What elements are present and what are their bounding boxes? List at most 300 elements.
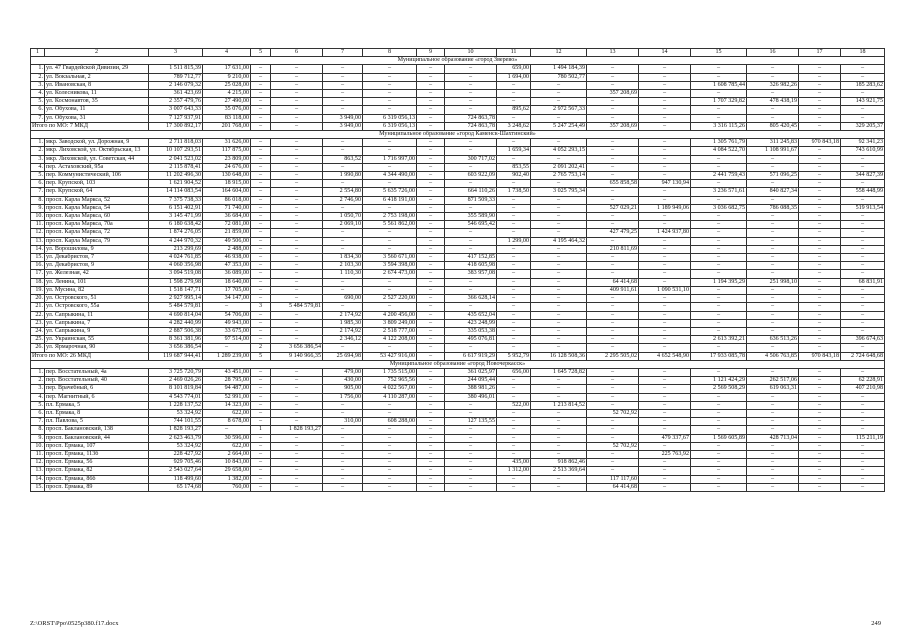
table-cell: 8 678,00 bbox=[203, 418, 251, 426]
table-cell: 1 518 147,71 bbox=[149, 286, 203, 294]
table-cell: 97 514,00 bbox=[203, 336, 251, 344]
table-cell: – bbox=[251, 450, 271, 458]
table-cell: – bbox=[323, 98, 363, 106]
table-cell: – bbox=[251, 434, 271, 442]
table-cell: – bbox=[251, 442, 271, 450]
table-cell: – bbox=[417, 180, 445, 188]
table-cell: – bbox=[639, 409, 691, 417]
table-cell: 31 626,00 bbox=[203, 139, 251, 147]
table-cell: – bbox=[271, 114, 323, 122]
table-cell: – bbox=[323, 278, 363, 286]
table-cell: 427 479,25 bbox=[587, 229, 639, 237]
table-cell: – bbox=[691, 483, 747, 491]
table-cell: – bbox=[799, 434, 841, 442]
table-cell: ул. Сапрыкина, 9 bbox=[45, 327, 149, 335]
table-cell: – bbox=[639, 295, 691, 303]
table-cell: 10 bbox=[445, 49, 497, 57]
table-cell: – bbox=[587, 139, 639, 147]
table-cell: – bbox=[747, 65, 799, 73]
table-cell: – bbox=[251, 368, 271, 376]
table-cell: 546 695,42 bbox=[445, 221, 497, 229]
document-page bbox=[30, 48, 883, 492]
table-cell: 1 494 184,39 bbox=[531, 65, 587, 73]
table-cell: 478 438,19 bbox=[747, 98, 799, 106]
table-row bbox=[31, 147, 885, 155]
table-cell: просп. Баклановский, 138 bbox=[45, 426, 149, 434]
table-cell: – bbox=[841, 286, 885, 294]
table-cell: – bbox=[323, 147, 363, 155]
table-cell: – bbox=[747, 254, 799, 262]
table-cell: 11. bbox=[31, 221, 45, 229]
table-cell: – bbox=[497, 319, 531, 327]
table-cell: – bbox=[841, 213, 885, 221]
table-cell: – bbox=[799, 377, 841, 385]
table-row bbox=[31, 254, 885, 262]
table-cell: – bbox=[587, 426, 639, 434]
table-cell: – bbox=[417, 368, 445, 376]
table-cell: 1 228 137,52 bbox=[149, 401, 203, 409]
table-cell: 300 717,02 bbox=[445, 155, 497, 163]
table-cell: – bbox=[417, 147, 445, 155]
table-cell: 361 025,97 bbox=[445, 368, 497, 376]
table-cell: – bbox=[323, 139, 363, 147]
table-cell: 2 091 202,41 bbox=[531, 163, 587, 171]
table-cell: – bbox=[251, 188, 271, 196]
table-cell: – bbox=[639, 270, 691, 278]
table-cell: 17. bbox=[31, 270, 45, 278]
table-cell: 2 115 878,41 bbox=[149, 163, 203, 171]
table-cell: 4 084 522,70 bbox=[691, 147, 747, 155]
table-cell: – bbox=[251, 139, 271, 147]
table-cell: 10. bbox=[31, 442, 45, 450]
table-cell: – bbox=[587, 98, 639, 106]
table-cell: 361 423,69 bbox=[149, 90, 203, 98]
table-cell: 1 108 991,67 bbox=[747, 147, 799, 155]
table-cell: ул. Островского, 51 bbox=[45, 295, 149, 303]
table-cell: – bbox=[639, 90, 691, 98]
table-cell: – bbox=[799, 450, 841, 458]
table-cell: 366 628,14 bbox=[445, 295, 497, 303]
table-cell: 19. bbox=[31, 286, 45, 294]
table-cell: – bbox=[363, 286, 417, 294]
table-cell: – bbox=[531, 196, 587, 204]
table-row bbox=[31, 114, 885, 122]
table-cell: – bbox=[323, 426, 363, 434]
table-cell: 11 202 496,30 bbox=[149, 172, 203, 180]
table-cell: 3 025 795,34 bbox=[531, 188, 587, 196]
table-cell: – bbox=[587, 163, 639, 171]
table-cell: просп. Ермака, 107 bbox=[45, 442, 149, 450]
table-cell: – bbox=[639, 475, 691, 483]
table-cell: 53 427 916,00 bbox=[363, 352, 417, 360]
table-cell: – bbox=[417, 303, 445, 311]
table-cell: 3 145 471,99 bbox=[149, 213, 203, 221]
table-cell: 10 107 293,51 bbox=[149, 147, 203, 155]
table-cell: – bbox=[639, 221, 691, 229]
table-cell: – bbox=[639, 319, 691, 327]
table-cell: – bbox=[799, 254, 841, 262]
table-cell: 3 236 571,61 bbox=[691, 188, 747, 196]
table-cell: – bbox=[323, 163, 363, 171]
table-cell: 3 248,62 bbox=[497, 122, 531, 130]
table-cell: – bbox=[639, 483, 691, 491]
table-row bbox=[31, 327, 885, 335]
table-cell: просп. Карла Маркса, 54 bbox=[45, 204, 149, 212]
table-cell: 743 610,99 bbox=[841, 147, 885, 155]
table-cell: – bbox=[497, 254, 531, 262]
table-cell: 3 594 398,00 bbox=[363, 262, 417, 270]
table-cell: – bbox=[363, 65, 417, 73]
table-row bbox=[31, 295, 885, 303]
table-cell: 527 029,21 bbox=[587, 204, 639, 212]
table-cell: 4 022 567,00 bbox=[363, 385, 417, 393]
table-cell: 17 300 892,17 bbox=[149, 122, 203, 130]
table-cell: – bbox=[497, 442, 531, 450]
table-cell: – bbox=[639, 172, 691, 180]
table-cell: 53 324,92 bbox=[149, 409, 203, 417]
table-cell: 2 518 777,00 bbox=[363, 327, 417, 335]
table-cell: – bbox=[841, 409, 885, 417]
table-cell: – bbox=[497, 409, 531, 417]
table-cell: – bbox=[691, 106, 747, 114]
table-cell: – bbox=[497, 295, 531, 303]
table-cell: – bbox=[251, 229, 271, 237]
table-cell: – bbox=[531, 90, 587, 98]
table-cell: 5. bbox=[31, 172, 45, 180]
table-cell: – bbox=[445, 434, 497, 442]
table-cell: – bbox=[323, 434, 363, 442]
table-row bbox=[31, 139, 885, 147]
table-cell: – bbox=[691, 295, 747, 303]
table-cell: – bbox=[531, 450, 587, 458]
table-cell: – bbox=[639, 368, 691, 376]
table-cell: – bbox=[417, 65, 445, 73]
page-number: 249 bbox=[871, 620, 881, 627]
table-cell: 2 765 753,14 bbox=[531, 172, 587, 180]
table-cell: – bbox=[691, 245, 747, 253]
table-cell: – bbox=[841, 229, 885, 237]
table-cell: – bbox=[531, 180, 587, 188]
table-row bbox=[31, 467, 885, 475]
table-cell: 2 664,00 bbox=[203, 450, 251, 458]
table-cell: 7. bbox=[31, 188, 45, 196]
table-cell: – bbox=[271, 401, 323, 409]
table-cell: 656,00 bbox=[497, 368, 531, 376]
table-cell: – bbox=[691, 286, 747, 294]
table-cell: – bbox=[445, 65, 497, 73]
table-cell: 744 101,55 bbox=[149, 418, 203, 426]
table-cell: 5 484 579,81 bbox=[271, 303, 323, 311]
table-cell: – bbox=[691, 114, 747, 122]
table-cell: 3 656 386,54 bbox=[271, 344, 323, 352]
table-cell: – bbox=[841, 262, 885, 270]
table-cell: – bbox=[841, 295, 885, 303]
table-cell: – bbox=[841, 393, 885, 401]
table-cell: 4 244 970,32 bbox=[149, 237, 203, 245]
table-cell: пл. Ермака, 5 bbox=[45, 401, 149, 409]
table-row bbox=[31, 344, 885, 352]
table-cell: – bbox=[363, 434, 417, 442]
table-cell: 1 050,70 bbox=[323, 213, 363, 221]
table-row bbox=[31, 385, 885, 393]
table-cell: 1 716 997,00 bbox=[363, 155, 417, 163]
table-cell: 33 675,00 bbox=[203, 327, 251, 335]
table-cell: – bbox=[799, 442, 841, 450]
table-cell: пер. Коммунистический, 106 bbox=[45, 172, 149, 180]
table-cell: – bbox=[799, 393, 841, 401]
table-cell: 16. bbox=[31, 262, 45, 270]
table-cell: 622,00 bbox=[203, 409, 251, 417]
table-cell: Муниципальное образование «город Каменск-Шахтинский» bbox=[31, 131, 885, 139]
table-cell: – bbox=[639, 418, 691, 426]
table-cell: 1 621 904,52 bbox=[149, 180, 203, 188]
table-cell: – bbox=[271, 286, 323, 294]
table-cell: – bbox=[251, 459, 271, 467]
table-cell: 251 998,10 bbox=[747, 278, 799, 286]
table-cell: 619 063,31 bbox=[747, 385, 799, 393]
table-cell: 14. bbox=[31, 475, 45, 483]
table-cell: 12. bbox=[31, 229, 45, 237]
table-cell: – bbox=[799, 368, 841, 376]
table-cell: – bbox=[691, 418, 747, 426]
table-cell: 3 007 643,33 bbox=[149, 106, 203, 114]
table-cell: 3. bbox=[31, 81, 45, 89]
table-cell: – bbox=[445, 475, 497, 483]
table-cell: – bbox=[271, 163, 323, 171]
table-cell: 23 809,00 bbox=[203, 155, 251, 163]
table-cell: 5 561 862,00 bbox=[363, 221, 417, 229]
table-cell: – bbox=[417, 229, 445, 237]
table-cell: – bbox=[841, 180, 885, 188]
table-cell: – bbox=[271, 442, 323, 450]
table-cell: 6 418 191,00 bbox=[363, 196, 417, 204]
table-cell: – bbox=[203, 426, 251, 434]
table-cell: – bbox=[417, 483, 445, 491]
table-cell: – bbox=[363, 475, 417, 483]
table-cell: 8. bbox=[31, 426, 45, 434]
table-cell: – bbox=[841, 450, 885, 458]
table-cell: – bbox=[841, 221, 885, 229]
table-cell: – bbox=[799, 155, 841, 163]
table-cell: 4 060 356,98 bbox=[149, 262, 203, 270]
table-cell: 1 289 239,00 bbox=[203, 352, 251, 360]
table-cell: – bbox=[497, 385, 531, 393]
table-cell: – bbox=[417, 319, 445, 327]
table-cell: пл. Ермака, 8 bbox=[45, 409, 149, 417]
table-cell: – bbox=[497, 155, 531, 163]
table-cell: 2 041 523,02 bbox=[149, 155, 203, 163]
table-cell: 1 bbox=[31, 49, 45, 57]
table-cell: 17 bbox=[799, 49, 841, 57]
table-cell: 2 543 027,64 bbox=[149, 467, 203, 475]
table-cell: – bbox=[417, 401, 445, 409]
table-cell: – bbox=[363, 483, 417, 491]
table-cell: – bbox=[691, 409, 747, 417]
table-cell: – bbox=[531, 139, 587, 147]
table-cell: 636 513,26 bbox=[747, 336, 799, 344]
table-cell: – bbox=[691, 311, 747, 319]
table-cell: 357 208,69 bbox=[587, 122, 639, 130]
table-cell: 9. bbox=[31, 434, 45, 442]
table-cell: 54 706,00 bbox=[203, 311, 251, 319]
table-cell: пл. Павлова, 5 bbox=[45, 418, 149, 426]
table-cell: 5 484 579,81 bbox=[149, 303, 203, 311]
table-row bbox=[31, 106, 885, 114]
table-cell: – bbox=[271, 98, 323, 106]
table-cell: 2 711 818,03 bbox=[149, 139, 203, 147]
table-cell: – bbox=[497, 311, 531, 319]
table-row bbox=[31, 229, 885, 237]
table-cell: – bbox=[747, 196, 799, 204]
table-cell: 2 469 026,26 bbox=[149, 377, 203, 385]
table-cell: – bbox=[417, 278, 445, 286]
table-cell: 1 110,30 bbox=[323, 270, 363, 278]
table-cell: – bbox=[251, 221, 271, 229]
table-cell: 1 569 605,89 bbox=[691, 434, 747, 442]
table-cell: – bbox=[497, 196, 531, 204]
table-cell: – bbox=[799, 172, 841, 180]
table-cell: 383 957,08 bbox=[445, 270, 497, 278]
table-cell: – bbox=[799, 90, 841, 98]
table-cell: 1 659,34 bbox=[497, 147, 531, 155]
table-cell: – bbox=[747, 245, 799, 253]
table-cell: 1 305 761,79 bbox=[691, 139, 747, 147]
table-cell: – bbox=[531, 442, 587, 450]
table-cell: 786 088,35 bbox=[747, 204, 799, 212]
table-cell: 36 684,00 bbox=[203, 213, 251, 221]
table-cell: – bbox=[841, 418, 885, 426]
table-cell: – bbox=[531, 327, 587, 335]
table-cell: – bbox=[271, 90, 323, 98]
table-cell: – bbox=[587, 377, 639, 385]
table-cell: – bbox=[251, 172, 271, 180]
table-cell: – bbox=[363, 409, 417, 417]
table-cell: – bbox=[841, 467, 885, 475]
table-cell: – bbox=[417, 467, 445, 475]
table-cell: 396 674,63 bbox=[841, 336, 885, 344]
table-row bbox=[31, 196, 885, 204]
table-cell: 664 110,26 bbox=[445, 188, 497, 196]
table-cell: 228 427,92 bbox=[149, 450, 203, 458]
table-cell: – bbox=[251, 401, 271, 409]
table-cell: 690,00 bbox=[323, 295, 363, 303]
table-cell: 8 101 819,84 bbox=[149, 385, 203, 393]
table-cell: – bbox=[363, 237, 417, 245]
table-cell: – bbox=[799, 483, 841, 491]
table-cell: – bbox=[639, 65, 691, 73]
table-cell: – bbox=[251, 286, 271, 294]
table-cell: – bbox=[271, 188, 323, 196]
table-cell: – bbox=[639, 106, 691, 114]
table-cell: – bbox=[799, 286, 841, 294]
table-cell: – bbox=[323, 106, 363, 114]
table-cell: – bbox=[799, 311, 841, 319]
table-cell: ул. Сапрыкина, 11 bbox=[45, 311, 149, 319]
table-cell: – bbox=[417, 377, 445, 385]
table-cell: – bbox=[445, 426, 497, 434]
table-cell: – bbox=[251, 204, 271, 212]
table-cell: пер. Восстательный, 4а bbox=[45, 368, 149, 376]
table-cell: 15. bbox=[31, 483, 45, 491]
table-cell: 4 024 761,85 bbox=[149, 254, 203, 262]
table-cell: – bbox=[251, 73, 271, 81]
table-cell: – bbox=[639, 73, 691, 81]
table-cell: – bbox=[799, 467, 841, 475]
table-cell: пер. Восстательный, 40 bbox=[45, 377, 149, 385]
table-cell: – bbox=[587, 270, 639, 278]
table-cell: 13. bbox=[31, 237, 45, 245]
table-cell: – bbox=[417, 106, 445, 114]
table-cell: – bbox=[497, 90, 531, 98]
table-cell: – bbox=[417, 188, 445, 196]
table-cell: 3 656 386,54 bbox=[149, 344, 203, 352]
table-cell: – bbox=[841, 90, 885, 98]
capital-repair-table bbox=[30, 48, 885, 492]
table-cell: 1 735 515,00 bbox=[363, 368, 417, 376]
table-cell: 335 053,38 bbox=[445, 327, 497, 335]
table-cell: – bbox=[323, 65, 363, 73]
table-cell: 1 834,30 bbox=[323, 254, 363, 262]
table-cell: 62 228,91 bbox=[841, 377, 885, 385]
table-cell: – bbox=[841, 401, 885, 409]
total-row bbox=[31, 122, 885, 130]
table-cell: – bbox=[639, 139, 691, 147]
table-cell: 119 687 944,41 bbox=[149, 352, 203, 360]
table-cell: – bbox=[747, 459, 799, 467]
table-cell: – bbox=[747, 442, 799, 450]
file-path: Z:\ORST\Ppo\0525p380.f17.docx bbox=[30, 620, 119, 627]
table-cell: – bbox=[799, 81, 841, 89]
table-cell: – bbox=[587, 368, 639, 376]
table-cell: просп. Баклановский, 44 bbox=[45, 434, 149, 442]
table-cell: – bbox=[417, 172, 445, 180]
table-cell: – bbox=[747, 368, 799, 376]
table-cell: 409 911,61 bbox=[587, 286, 639, 294]
table-cell: 3 094 519,08 bbox=[149, 270, 203, 278]
table-cell: 2. bbox=[31, 377, 45, 385]
table-cell: – bbox=[271, 196, 323, 204]
table-cell: 43 451,00 bbox=[203, 368, 251, 376]
table-cell: – bbox=[445, 204, 497, 212]
table-cell: – bbox=[841, 303, 885, 311]
table-cell: 21 859,00 bbox=[203, 229, 251, 237]
table-cell: 4 344 490,00 bbox=[363, 172, 417, 180]
table-cell: 2 554,80 bbox=[323, 188, 363, 196]
table-cell: 5. bbox=[31, 401, 45, 409]
table-row bbox=[31, 172, 885, 180]
table-cell: 27 490,00 bbox=[203, 98, 251, 106]
table-cell: – bbox=[587, 336, 639, 344]
table-cell: 3 bbox=[251, 303, 271, 311]
table-cell: 388 981,26 bbox=[445, 385, 497, 393]
table-cell: – bbox=[691, 327, 747, 335]
table-cell: – bbox=[203, 303, 251, 311]
table-cell: 2 069,10 bbox=[323, 221, 363, 229]
table-cell: – bbox=[747, 418, 799, 426]
table-cell: 5 952,79 bbox=[497, 352, 531, 360]
table-cell: – bbox=[445, 229, 497, 237]
table-cell: – bbox=[841, 65, 885, 73]
table-cell: 118 499,60 bbox=[149, 475, 203, 483]
table-cell: 724 863,78 bbox=[445, 114, 497, 122]
table-cell: 970 843,18 bbox=[799, 352, 841, 360]
table-cell: пер. Магнитный, 6 bbox=[45, 393, 149, 401]
table-cell: – bbox=[531, 336, 587, 344]
table-cell: 522,00 bbox=[497, 401, 531, 409]
table-cell: – bbox=[271, 262, 323, 270]
table-cell: – bbox=[747, 344, 799, 352]
table-cell: – bbox=[531, 213, 587, 221]
